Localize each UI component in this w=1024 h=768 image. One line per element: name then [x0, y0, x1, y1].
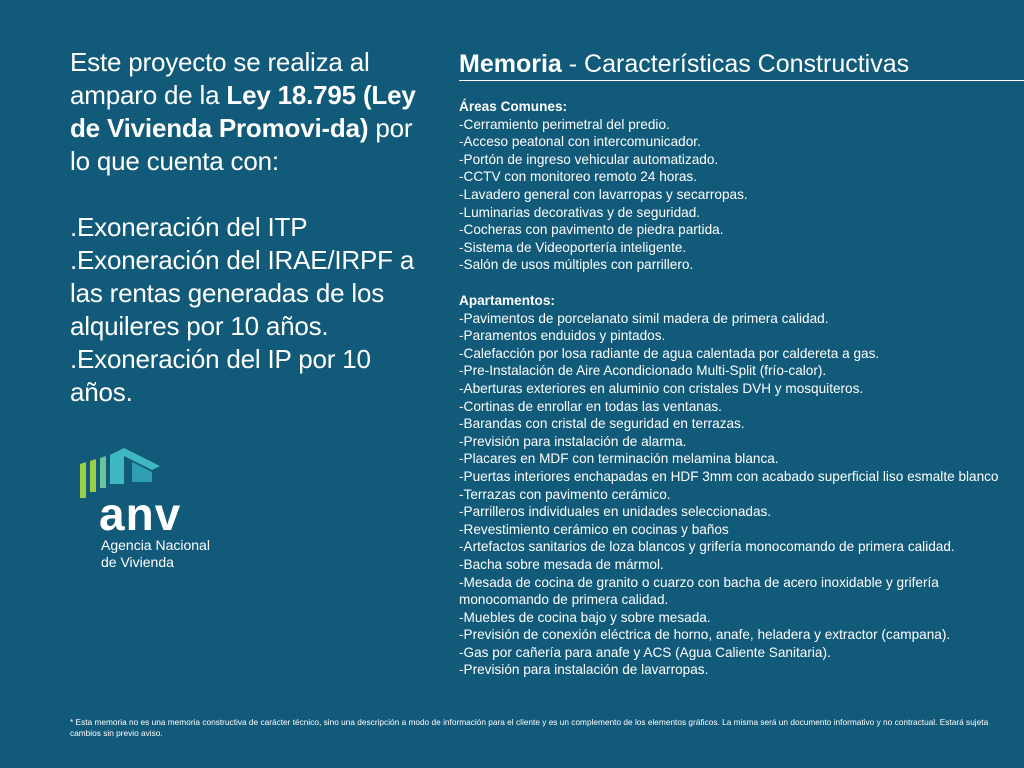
intro-text — [70, 46, 430, 178]
list-item: -Luminarias decorativas y de seguridad. — [459, 204, 701, 220]
list-item: -Pavimentos de porcelanato simil madera de primera calidad. — [459, 310, 829, 326]
list-item: -Artefactos sanitarios de loza blancos y grifería monocomando de primera calidad. — [459, 539, 955, 555]
list-item: -Puertas interiores enchapadas en HDF 3mm con acabado superficial liso esmalte blanco — [459, 468, 999, 484]
agency-name — [101, 537, 210, 571]
benefits-list — [70, 211, 430, 409]
intro-text-part2: por lo que cuenta con: — [70, 113, 413, 176]
list-item: -Placares en MDF con terminación melamina blanca. — [459, 451, 779, 467]
list-item: -Cortinas de enrollar en todas las ventanas. — [459, 398, 722, 414]
list-item: -Muebles de cocina bajo y sobre mesada. — [459, 609, 711, 625]
memoria-title — [459, 48, 1024, 80]
list-item: -CCTV con monitoreo remoto 24 horas. — [459, 169, 697, 185]
benefit-item: .Exoneración del IP por 10 años. — [70, 344, 371, 407]
agency-line-2: de Vivienda — [101, 554, 174, 570]
list-item: monocomando de primera calidad. — [459, 592, 669, 608]
list-item: -Terrazas con pavimento cerámico. — [459, 486, 671, 502]
list-item: -Previsión para instalación de alarma. — [459, 433, 687, 449]
list-item: -Salón de usos múltiples con parrillero. — [459, 257, 694, 273]
brand-name: anv — [99, 488, 182, 540]
list-item: -Aberturas exteriores en aluminio con cristales DVH y mosquiteros. — [459, 380, 864, 396]
intro-panel — [70, 46, 430, 409]
list-item: -Cocheras con pavimento de piedra partida. — [459, 222, 724, 238]
title-divider — [459, 80, 1024, 81]
list-item: -Lavadero general con lavarropas y secarropas. — [459, 186, 748, 202]
benefit-item: .Exoneración del IRAE/IRPF a las rentas generadas de los alquileres por 10 años. — [70, 245, 415, 341]
agency-line-1: Agencia Nacional — [101, 537, 210, 553]
list-item: -Portón de ingreso vehicular automatizado. — [459, 151, 719, 167]
list-item: -Cerramiento perimetral del predio. — [459, 116, 670, 132]
list-item: -Revestimiento cerámico en cocinas y baños — [459, 521, 729, 537]
title-rest: - Características Constructivas — [561, 50, 910, 78]
benefit-item: .Exoneración del ITP — [70, 212, 308, 242]
disclaimer-footnote: * Esta memoria no es una memoria constructiva de carácter técnico, sino una descripción a modo de información para el cliente y es un complemento de los elementos gráficos. La misma será un documento informativo y no contractual. Estará sujeta cambios sin previo aviso. — [70, 717, 989, 738]
list-item: -Mesada de cocina de granito o cuarzo con bacha de acero inoxidable y grifería — [459, 574, 939, 590]
title-bold: Memoria — [459, 50, 562, 78]
list-item: -Sistema de Videoportería inteligente. — [459, 239, 687, 255]
list-item: -Previsión para instalación de lavarropas. — [459, 662, 709, 678]
list-item: -Pre-Instalación de Aire Acondicionado Multi-Split (frío-calor). — [459, 363, 827, 379]
list-item: -Gas por cañería para anafe y ACS (Agua Caliente Sanitaria). — [459, 644, 831, 660]
list-item: -Calefacción por losa radiante de agua calentada por caldereta a gas. — [459, 345, 880, 361]
law-name: Ley 18.795 (Ley de Vivienda Promovi-da) — [70, 80, 416, 143]
memoria-panel — [459, 48, 1024, 678]
apartamentos-section — [459, 292, 999, 679]
section-heading: Áreas Comunes: — [459, 99, 568, 114]
intro-text-part1: Este proyecto se realiza al amparo de la — [70, 47, 370, 110]
list-item: -Barandas con cristal de seguridad en terrazas. — [459, 416, 745, 432]
list-item: -Parrilleros individuales en unidades seleccionadas. — [459, 504, 772, 520]
areas-comunes-section — [459, 98, 748, 274]
section-heading: Apartamentos: — [459, 293, 555, 308]
list-item: -Acceso peatonal con intercomunicador. — [459, 134, 701, 150]
anv-logo — [80, 448, 260, 578]
list-item: -Paramentos enduidos y pintados. — [459, 328, 666, 344]
list-item: -Previsión de conexión eléctrica de horno, anafe, heladera y extractor (campana). — [459, 627, 951, 643]
list-item: -Bacha sobre mesada de mármol. — [459, 556, 664, 572]
